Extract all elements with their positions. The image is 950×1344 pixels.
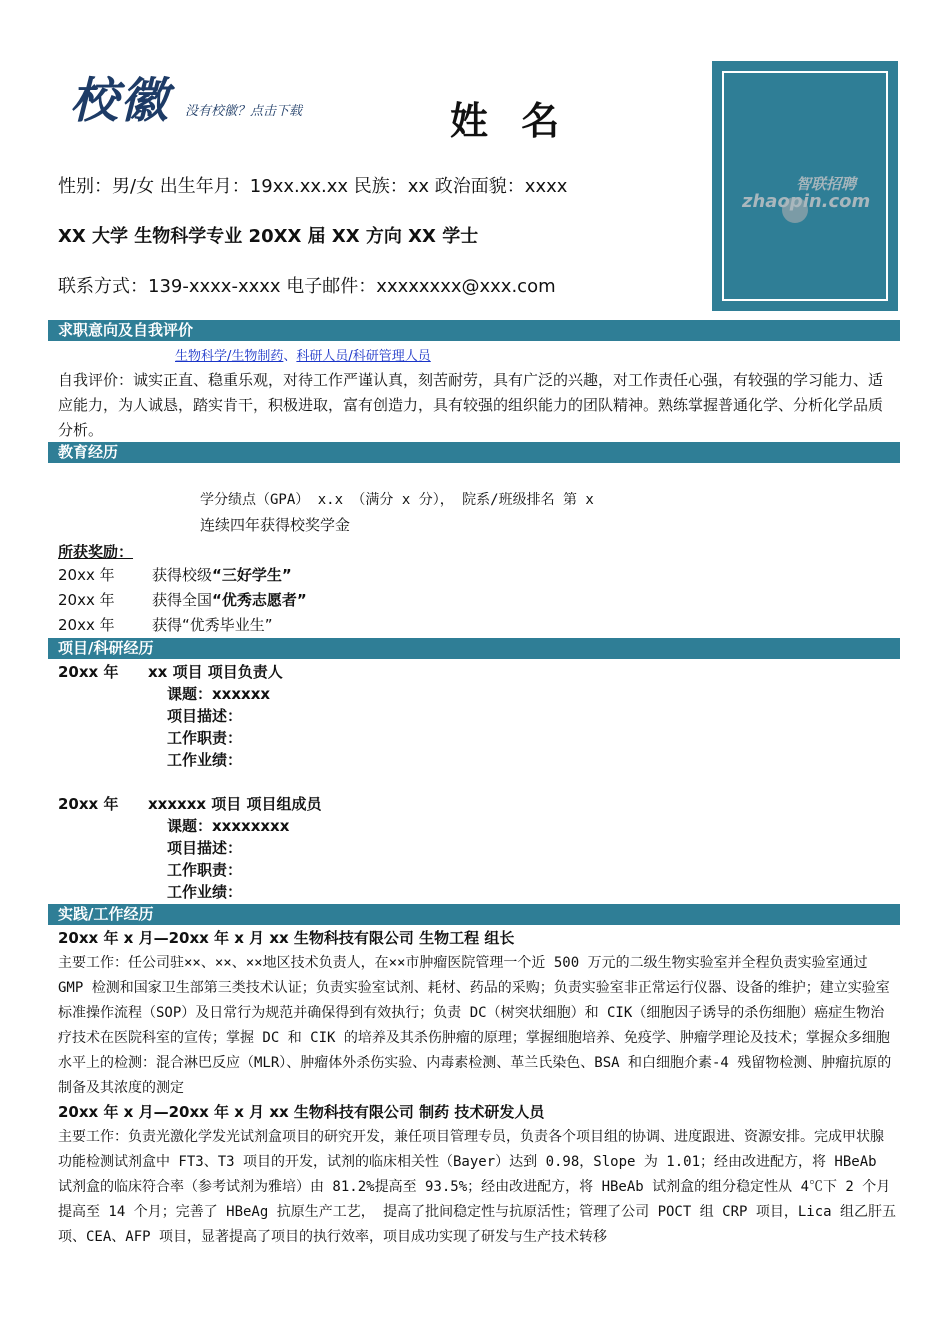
project-desc-label: 项目描述： [167,707,243,725]
project-result-label: 工作业绩： [167,883,243,901]
candidate-name: 姓 名 [450,99,570,143]
project-topic: 课题：xxxxxxxx [167,817,290,835]
gpa-line: 学分绩点（GPA） x.x （满分 x 分）， 院系/班级排名 第 x [200,492,594,508]
school-logo[interactable]: 校徽 [70,73,171,129]
contact-info-line: 联系方式：139-xxxx-xxxx 电子邮件：xxxxxxxx@xxx.com [58,276,556,297]
award-row [152,613,273,638]
photo-border [722,71,888,301]
work-entry-body: 主要工作：任公司驻××、××、××地区技术负责人，在××市肿瘤医院管理一个近 500 万元的二级生物实验室并全程负责实验室通过 GMP 检测和国家卫生部第三类技术认证；负责实验室试剂、耗材、药品的采购；负责实验室非正常运行仪器、设备的维护；建立实验室标准操作流程（SOP）及日常行为规范并确保得到有效执行；负责 DC（树突状细胞）和 CIK（细胞因子诱导的杀伤细胞）癌症生物治疗技术在医院科室的宣传；掌握 DC 和 CIK 的培养及其杀伤肿瘤的原理；掌握细胞培养、免疫学、肿瘤学理论及技术；掌握众多细胞水平上的检测：混合淋巴反应（MLR）、肿瘤体外杀伤实验、内毒素检测、革兰氏染色、BSA 和白细胞介素-4 残留物检测、肿瘤抗原的制备及其浓度的测定 [58,955,892,1096]
work-entry-head: 20xx 年 x 月—20xx 年 x 月 xx 生物科技有限公司 制药 技术研发人员 [58,1103,545,1121]
award-year: 20xx 年 [58,566,115,584]
project-desc-label: 项目描述： [167,839,243,857]
award-row [152,563,292,588]
award-row [152,588,307,613]
section-header-work: 实践/工作经历 [48,904,900,925]
project-title: xx 项目 项目负责人 [148,663,283,681]
award-year: 20xx 年 [58,591,115,609]
self-evaluation: 自我评价：诚实正直、稳重乐观，对待工作严谨认真，刻苦耐劳，具有广泛的兴趣，对工作责任心强，有较强的学习能力、适应能力，为人诚恳，踏实肯干，积极进取，富有创造力，具有较强的组织能力的团队精神。熟练掌握普通化学、分析化学品质分析。 [58,371,884,439]
award-prefix: 获得校级 [152,566,213,584]
project-duty-label: 工作职责： [167,861,243,879]
education-summary-line: XX 大学 生物科学专业 20XX 届 XX 方向 XX 学士 [58,226,479,247]
award-title: “优秀志愿者” [212,591,307,609]
award-year: 20xx 年 [58,616,115,634]
project-year: 20xx 年 [58,795,119,813]
photo-watermark-en: zhaopin.com [742,191,871,212]
project-topic: 课题：xxxxxx [167,685,271,703]
award-row [58,563,115,588]
job-intent-links [175,345,431,364]
award-prefix: 获得全国 [152,591,213,609]
photo-frame[interactable] [712,61,898,311]
award-prefix: 获得 [152,616,183,634]
project-year: 20xx 年 [58,663,119,681]
award-row [58,613,115,638]
photo-watermark-cn: 智联招聘 [796,175,857,193]
logo-download-hint[interactable]: 没有校徽？点击下载 [185,104,303,119]
intent-separator: 、 [283,349,297,364]
intent-link-research[interactable]: 科研人员/科研管理人员 [296,349,431,364]
section-header-intent: 求职意向及自我评价 [48,320,900,341]
personal-info-line: 性别：男/女 出生年月：19xx.xx.xx 民族：xx 政治面貌：xxxx [58,176,568,197]
intent-link-bioscience[interactable]: 生物科学/生物制药 [175,349,284,364]
section-header-projects: 项目/科研经历 [48,638,900,659]
award-row [58,588,115,613]
award-title: “三好学生” [212,566,292,584]
award-title: “优秀毕业生” [182,616,273,634]
scholarship-line: 连续四年获得校奖学金 [200,516,351,534]
work-entry-body: 主要工作：负责光激化学发光试剂盒项目的研究开发，兼任项目管理专员，负责各个项目组的协调、进度跟进、资源安排。完成甲状腺功能检测试剂盒中 FT3、T3 项目的开发，试剂的临床相关性（Bayer）达到 0.98，Slope 为 1.01；经由改进配方，将 HBeAb 试剂盒的临床符合率（参考试剂为雅培）由 81.2%提高至 93.5%；经由改进配方，将 HBeAb 试剂盒的组分稳定性从 4℃下 2 个月提高至 14 个月；完善了 HBeAg 抗原生产工艺， 提高了批间稳定性与抗原活性；管理了公司 POCT 组 CRP 项目，Lica 组乙肝五项、CEA、AFP 项目，显著提高了项目的执行效率，项目成功实现了研发与生产技术转移 [58,1129,897,1245]
work-entry-head: 20xx 年 x 月—20xx 年 x 月 xx 生物科技有限公司 生物工程 组长 [58,929,515,947]
section-header-education: 教育经历 [48,442,900,463]
awards-title: 所获奖励： [58,543,134,561]
project-duty-label: 工作职责： [167,729,243,747]
project-title: xxxxxx 项目 项目组成员 [148,795,322,813]
project-result-label: 工作业绩： [167,751,243,769]
